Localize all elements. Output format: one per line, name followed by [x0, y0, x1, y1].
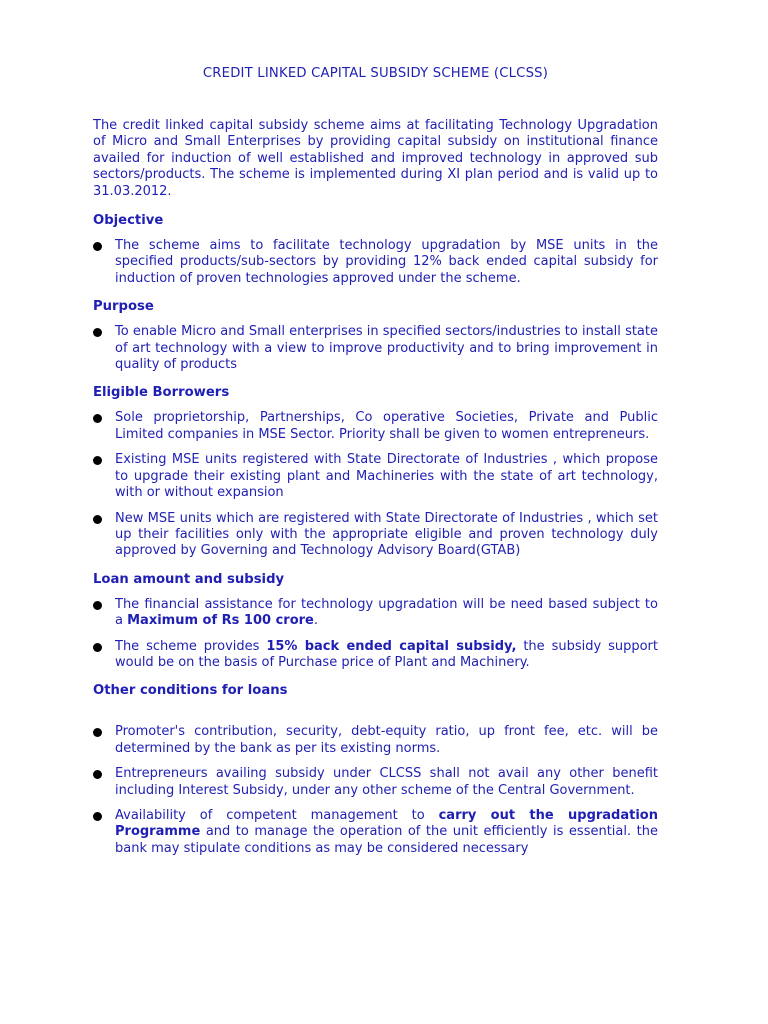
list-item-text: Promoter's contribution, security, debt-equity ratio, up front fee, etc. will be determined by the bank as per its existing norms.	[115, 724, 658, 756]
loan-amount-section	[93, 572, 658, 672]
bullet-icon	[93, 728, 102, 737]
max-loan-amount: Maximum of Rs 100 crore	[127, 613, 314, 629]
other-conditions-heading: Other conditions for loans	[93, 683, 288, 699]
list-item	[93, 511, 658, 560]
objective-heading: Objective	[93, 213, 164, 229]
list-item-text: Entrepreneurs availing subsidy under CLCSS shall not avail any other benefit including Interest Subsidy, under any other scheme of the Central Government.	[115, 766, 658, 798]
list-item-text-end: the subsidy support would be on the basis of Purchase price of Plant and Machinery.	[115, 638, 658, 670]
list-item	[93, 766, 658, 799]
list-item-text-end: .	[313, 613, 318, 629]
list-item-text: New MSE units which are registered with State Directorate of Industries , which set up their facilities only with the appropriate eligible and proven technology duly approved by Governing and Technology Advisory Board(GTAB)	[115, 510, 658, 559]
purpose-list	[93, 324, 658, 373]
list-item-text: The scheme aims to facilitate technology upgradation by MSE units in the specified products/sub-sectors by providing 12% back ended capital subsidy for induction of proven technologies approved under the scheme.	[115, 238, 658, 286]
list-item	[93, 324, 658, 373]
list-item	[93, 639, 658, 672]
objective-list	[93, 238, 658, 287]
list-item-text: Existing MSE units registered with State Directorate of Industries , which propose to upgrade their existing plant and Machineries with the state of art technology, with or without expansion	[115, 452, 658, 501]
bullet-icon	[93, 515, 102, 524]
upgradation-emphasis: carry out the upgradation Programme	[115, 807, 658, 840]
bullet-icon	[93, 456, 102, 465]
list-item-text: The scheme provides	[115, 638, 267, 654]
bullet-icon	[93, 414, 102, 423]
bullet-icon	[93, 242, 102, 251]
purpose-heading: Purpose	[93, 299, 154, 315]
list-item-text: The financial assistance for technology upgradation will be need based subject to a	[115, 596, 658, 629]
bullet-icon	[93, 812, 102, 821]
objective-section	[93, 213, 658, 287]
other-conditions-list	[93, 724, 658, 857]
list-item-text: Availability of competent management to	[115, 807, 439, 823]
bullet-icon	[93, 643, 102, 652]
list-item	[93, 452, 658, 501]
list-item	[93, 597, 658, 630]
eligible-borrowers-section	[93, 385, 658, 559]
list-item-text: Sole proprietorship, Partnerships, Co operative Societies, Private and Public Limited companies in MSE Sector. Priority shall be given to women entrepreneurs.	[115, 410, 658, 442]
eligible-borrowers-list	[93, 410, 658, 559]
bullet-icon	[93, 601, 102, 610]
list-item	[93, 238, 658, 287]
list-item-text: To enable Micro and Small enterprises in specified sectors/industries to install state of art technology with a view to improve productivity and to bring improvement in quality of products	[115, 324, 658, 373]
bullet-icon	[93, 328, 102, 337]
list-item	[93, 410, 658, 443]
loan-amount-heading: Loan amount and subsidy	[93, 571, 285, 587]
purpose-section	[93, 299, 658, 373]
intro-paragraph: The credit linked capital subsidy scheme aims at facilitating Technology Upgradation of Micro and Small Enterprises by providing capital subsidy on institutional finance availed for induction of well established and improved technology in approved sub sectors/products. The scheme is implemented during XI plan period and is valid up to 31.03.2012.	[93, 118, 658, 199]
document-title: CREDIT LINKED CAPITAL SUBSIDY SCHEME (CLCSS)	[202, 66, 549, 81]
eligible-borrowers-heading: Eligible Borrowers	[93, 385, 230, 401]
list-item	[93, 808, 658, 857]
subsidy-rate: 15% back ended capital subsidy,	[266, 638, 517, 654]
bullet-icon	[93, 770, 102, 779]
loan-amount-list	[93, 597, 658, 672]
list-item-text-end: and to manage the operation of the unit efficiently is essential. the bank may stipulate conditions as may be considered necessary	[115, 824, 658, 856]
list-item	[93, 724, 658, 757]
other-conditions-section	[93, 683, 658, 857]
document-page	[93, 66, 658, 869]
